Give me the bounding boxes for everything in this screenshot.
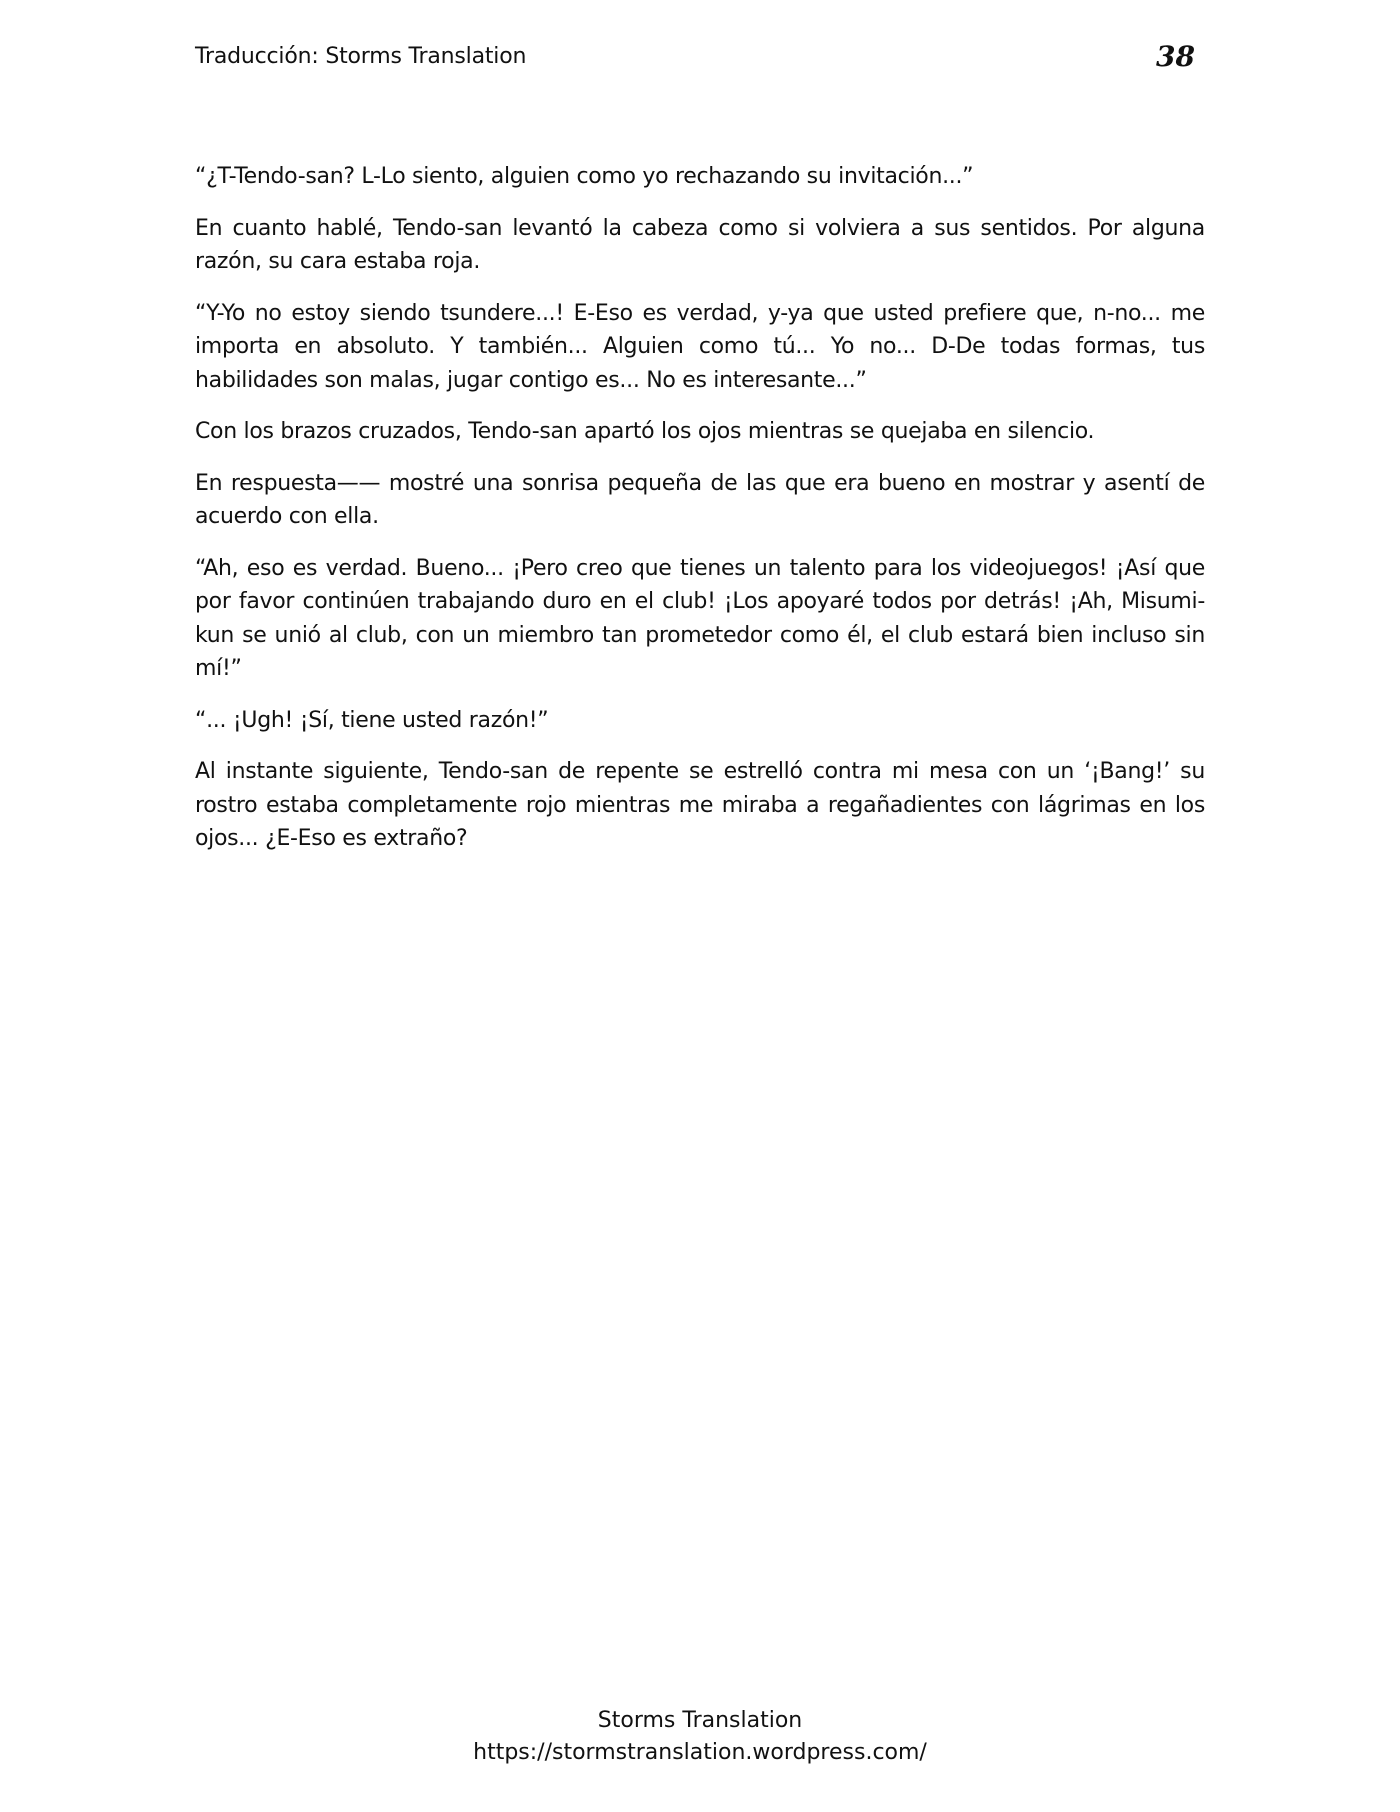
paragraph: “Y-Yo no estoy siendo tsundere...! E-Eso es verdad, y-ya que usted prefiere que, n-no... me importa en absoluto. Y también... Alguien como tú... Yo no... D-De todas formas, tus habilidades son malas, jugar contigo es... No es interesante...” (195, 300, 1205, 393)
paragraph: En cuanto hablé, Tendo-san levantó la cabeza como si volviera a sus sentidos. Por alguna razón, su cara estaba roja. (195, 215, 1205, 274)
page-footer (0, 1705, 1400, 1769)
page-number: 38 (1156, 40, 1195, 73)
paragraph: “Ah, eso es verdad. Bueno... ¡Pero creo que tienes un talento para los videojuegos! ¡Así que por favor continúen trabajando duro en el club! ¡Los apoyaré todos por detrás! ¡Ah, Misumi-kun se unió al club, con un miembro tan prometedor como él, el club estará bien incluso sin mí!” (195, 555, 1205, 681)
footer-url[interactable]: https://stormstranslation.wordpress.com/ (473, 1740, 927, 1765)
paragraph: Al instante siguiente, Tendo-san de repente se estrelló contra mi mesa con un ‘¡Bang!’ su rostro estaba completamente rojo mientras me miraba a regañadientes con lágrimas en los ojos... ¿E-Eso es extraño? (195, 759, 1205, 851)
paragraph: “¿T-Tendo-san? L-Lo siento, alguien como yo rechazando su invitación...” (195, 164, 974, 189)
page-header (195, 40, 1205, 80)
paragraph: Con los brazos cruzados, Tendo-san apartó los ojos mientras se quejaba en silencio. (195, 419, 1095, 444)
header-title: Traducción: Storms Translation (195, 44, 527, 69)
paragraph: “... ¡Ugh! ¡Sí, tiene usted razón!” (195, 707, 549, 733)
body-text (195, 160, 1205, 874)
footer-name: Storms Translation (597, 1708, 803, 1733)
paragraph: En respuesta—— mostré una sonrisa pequeña de las que era bueno en mostrar y asentí de acuerdo con ella. (195, 470, 1205, 529)
